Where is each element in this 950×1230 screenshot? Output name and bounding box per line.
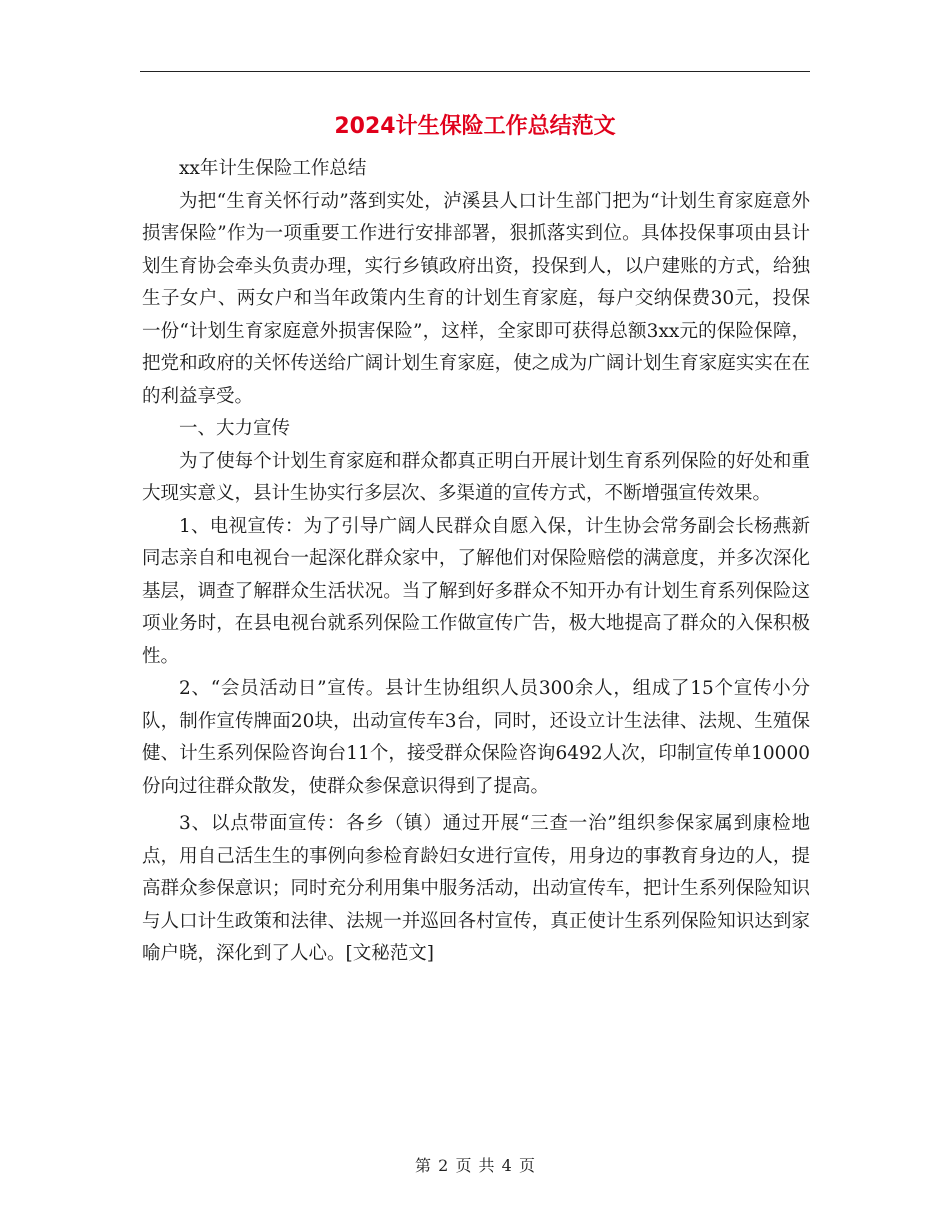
body-paragraph: 为了使每个计划生育家庭和群众都真正明白开展计划生育系列保险的好处和重大现实意义，县计生协实行多层次、多渠道的宣传方式，不断增强宣传效果。: [142, 450, 810, 504]
page-number: 2: [438, 1156, 449, 1175]
page-footer: [0, 1155, 950, 1177]
footer-prefix: 第: [415, 1156, 432, 1175]
footer-page-unit: 页: [455, 1156, 472, 1175]
footer-total-prefix: 共: [478, 1156, 495, 1175]
page-total: 4: [501, 1156, 512, 1175]
subtitle-paragraph: xx年计生保险工作总结: [179, 158, 367, 179]
body-paragraph: 2、“会员活动日”宣传。县计生协组织人员300余人，组成了15个宣传小分队，制作宣传牌面20块，出动宣传车3台，同时，还设立计生法律、法规、生殖保健、计生系列保险咨询台11个，接受群众保险咨询6492人次，印制宣传单10000份向过往群众散发，使群众参保意识得到了提高。: [142, 678, 810, 797]
section-heading: 一、大力宣传: [179, 418, 291, 439]
header-rule: [140, 71, 810, 72]
document-title: 2024计生保险工作总结范文: [334, 114, 616, 139]
intro-paragraph: 为把“生育关怀行动”落到实处，泸溪县人口计生部门把为“计划生育家庭意外损害保险”作为一项重要工作进行安排部署，狠抓落实到位。具体投保事项由县计划生育协会牵头负责办理，实行乡镇政府出资，投保到人，以户建账的方式，给独生子女户、两女户和当年政策内生育的计划生育家庭，每户交纳保费30元，投保一份“计划生育家庭意外损害保险”，这样，全家即可获得总额3xx元的保险保障，把党和政府的关怀传送给广阔计划生育家庭，使之成为广阔计划生育家庭实实在在的利益享受。: [142, 190, 810, 407]
document-body: [142, 153, 810, 971]
footer-total-unit: 页: [518, 1156, 535, 1175]
body-paragraph: 1、电视宣传：为了引导广阔人民群众自愿入保，计生协会常务副会长杨燕新同志亲自和电视台一起深化群众家中，了解他们对保险赔偿的满意度，并多次深化基层，调查了解群众生活状况。当了解到好多群众不知开办有计划生育系列保险这项业务时，在县电视台就系列保险工作做宣传广告，极大地提高了群众的入保积极性。: [142, 515, 810, 667]
body-paragraph: 3、以点带面宣传：各乡（镇）通过开展“三查一治”组织参保家属到康检地点，用自己活生生的事例向参检育龄妇女进行宣传，用身边的事教育身边的人，提高群众参保意识；同时充分利用集中服务活动，出动宣传车，把计生系列保险知识与人口计生政策和法律、法规一并巡回各村宣传，真正使计生系列保险知识达到家喻户晓，深化到了人心。[文秘范文]: [142, 813, 810, 964]
